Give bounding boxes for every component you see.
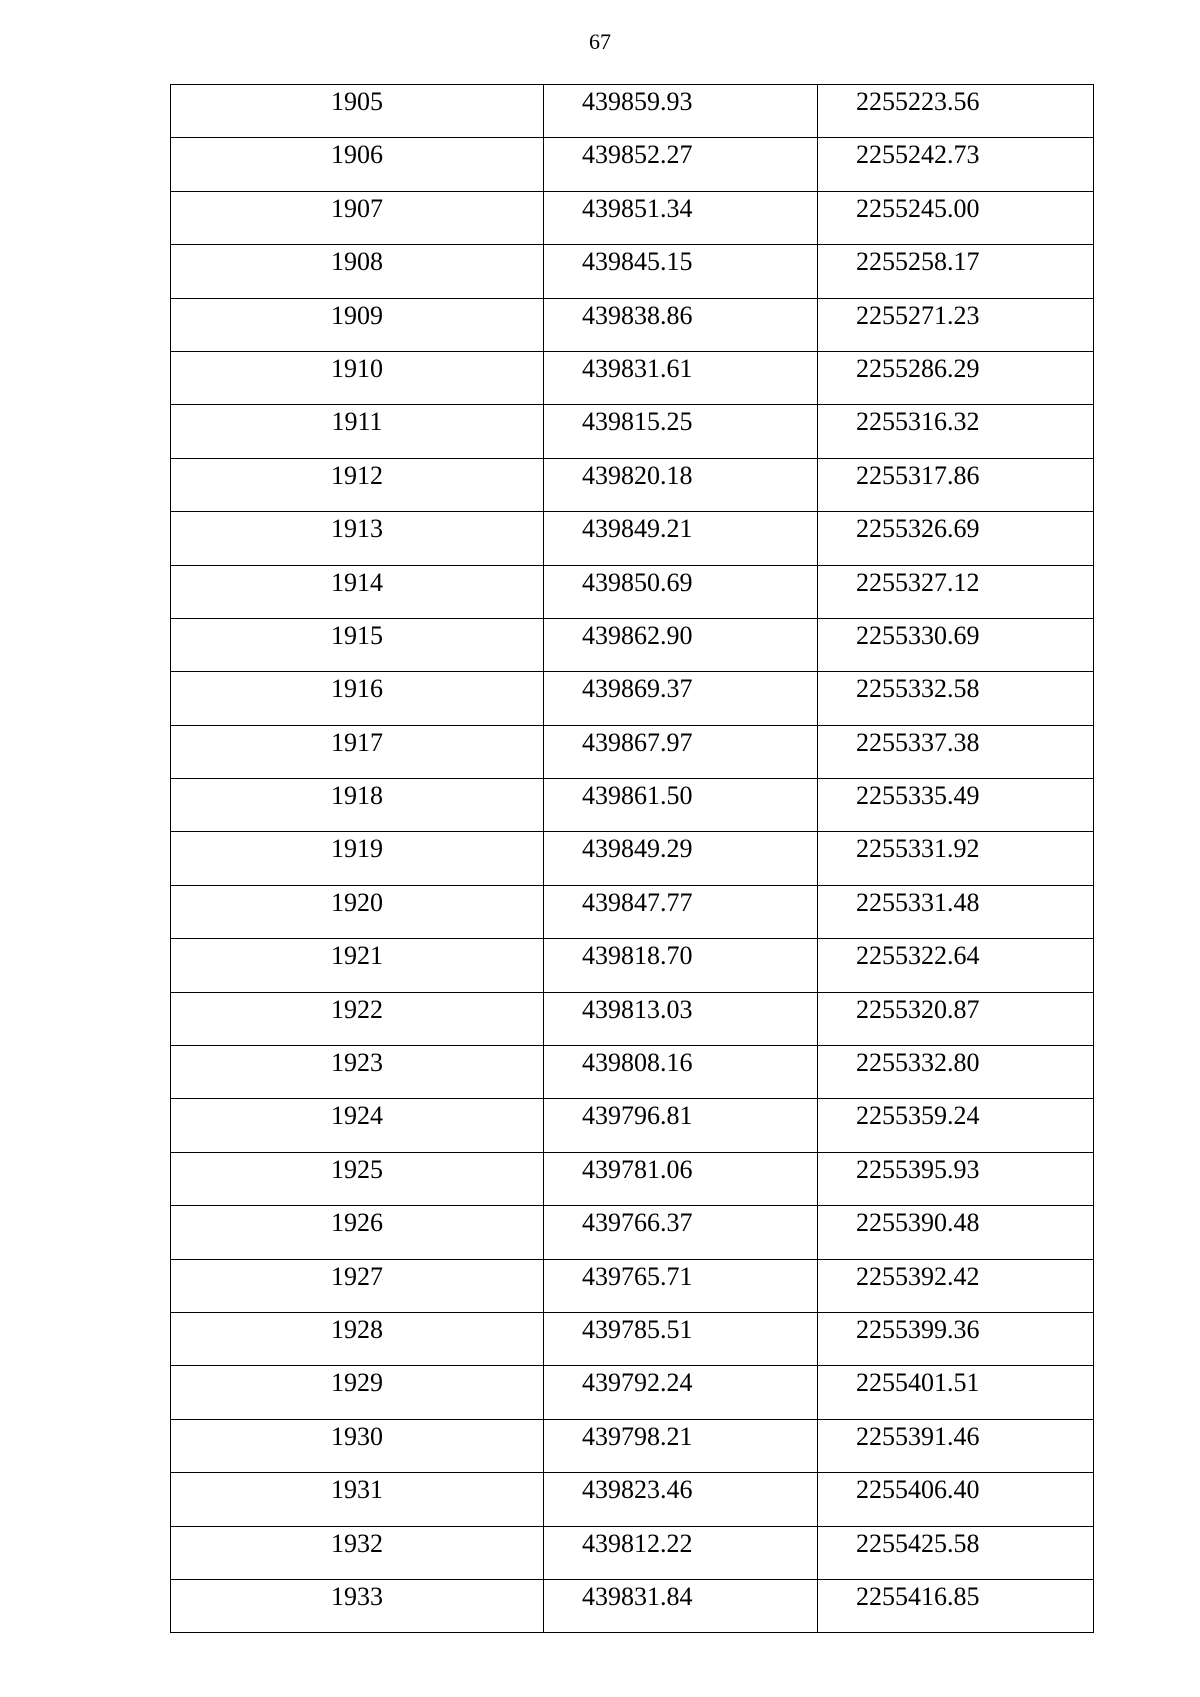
x-coordinate-cell bbox=[544, 1473, 818, 1526]
x-coordinate-cell bbox=[544, 191, 818, 244]
cell-value: 2255258.17 bbox=[856, 247, 980, 277]
cell-value: 1910 bbox=[331, 353, 383, 383]
cell-value: 439849.21 bbox=[582, 514, 693, 544]
y-coordinate-cell bbox=[818, 191, 1094, 244]
y-coordinate-cell bbox=[818, 245, 1094, 298]
cell-value: 1931 bbox=[331, 1475, 383, 1505]
point-number-cell bbox=[171, 725, 544, 778]
cell-value: 2255242.73 bbox=[856, 140, 980, 170]
point-number-cell bbox=[171, 1206, 544, 1259]
x-coordinate-cell bbox=[544, 885, 818, 938]
y-coordinate-cell bbox=[818, 1419, 1094, 1472]
y-coordinate-cell bbox=[818, 832, 1094, 885]
x-coordinate-cell bbox=[544, 618, 818, 671]
cell-value: 439847.77 bbox=[582, 887, 693, 917]
x-coordinate-cell bbox=[544, 832, 818, 885]
cell-value: 2255331.48 bbox=[856, 887, 980, 917]
table-row bbox=[171, 245, 1094, 298]
table-row bbox=[171, 1473, 1094, 1526]
table-row bbox=[171, 1046, 1094, 1099]
cell-value: 439867.97 bbox=[582, 727, 693, 757]
cell-value: 1918 bbox=[331, 781, 383, 811]
table-row bbox=[171, 405, 1094, 458]
cell-value: 2255425.58 bbox=[856, 1528, 980, 1558]
table-row bbox=[171, 191, 1094, 244]
x-coordinate-cell bbox=[544, 1046, 818, 1099]
x-coordinate-cell bbox=[544, 298, 818, 351]
table-row bbox=[171, 1099, 1094, 1152]
y-coordinate-cell bbox=[818, 1259, 1094, 1312]
table-row bbox=[171, 351, 1094, 404]
point-number-cell bbox=[171, 191, 544, 244]
y-coordinate-cell bbox=[818, 85, 1094, 138]
cell-value: 2255332.80 bbox=[856, 1048, 980, 1078]
cell-value: 2255359.24 bbox=[856, 1101, 980, 1131]
point-number-cell bbox=[171, 1312, 544, 1365]
cell-value: 439820.18 bbox=[582, 460, 693, 490]
cell-value: 2255326.69 bbox=[856, 514, 980, 544]
table-row bbox=[171, 618, 1094, 671]
point-number-cell bbox=[171, 405, 544, 458]
table-row bbox=[171, 1526, 1094, 1579]
table-row bbox=[171, 1579, 1094, 1632]
point-number-cell bbox=[171, 298, 544, 351]
cell-value: 439815.25 bbox=[582, 407, 693, 437]
x-coordinate-cell bbox=[544, 1312, 818, 1365]
cell-value: 1917 bbox=[331, 727, 383, 757]
cell-value: 2255390.48 bbox=[856, 1208, 980, 1238]
y-coordinate-cell bbox=[818, 1473, 1094, 1526]
cell-value: 1907 bbox=[331, 193, 383, 223]
cell-value: 1929 bbox=[331, 1368, 383, 1398]
y-coordinate-cell bbox=[818, 1152, 1094, 1205]
point-number-cell bbox=[171, 351, 544, 404]
coordinates-table-body bbox=[171, 85, 1094, 1633]
cell-value: 1921 bbox=[331, 941, 383, 971]
y-coordinate-cell bbox=[818, 1206, 1094, 1259]
cell-value: 1906 bbox=[331, 140, 383, 170]
cell-value: 439859.93 bbox=[582, 87, 693, 116]
cell-value: 439765.71 bbox=[582, 1261, 693, 1291]
table-row bbox=[171, 85, 1094, 138]
y-coordinate-cell bbox=[818, 405, 1094, 458]
x-coordinate-cell bbox=[544, 779, 818, 832]
point-number-cell bbox=[171, 1526, 544, 1579]
cell-value: 2255286.29 bbox=[856, 353, 980, 383]
point-number-cell bbox=[171, 1473, 544, 1526]
cell-value: 1922 bbox=[331, 994, 383, 1024]
x-coordinate-cell bbox=[544, 245, 818, 298]
cell-value: 2255245.00 bbox=[856, 193, 980, 223]
table-row bbox=[171, 725, 1094, 778]
table-row bbox=[171, 512, 1094, 565]
y-coordinate-cell bbox=[818, 458, 1094, 511]
x-coordinate-cell bbox=[544, 458, 818, 511]
cell-value: 2255317.86 bbox=[856, 460, 980, 490]
cell-value: 2255401.51 bbox=[856, 1368, 980, 1398]
table-row bbox=[171, 298, 1094, 351]
cell-value: 439852.27 bbox=[582, 140, 693, 170]
cell-value: 439785.51 bbox=[582, 1314, 693, 1344]
cell-value: 2255320.87 bbox=[856, 994, 980, 1024]
x-coordinate-cell bbox=[544, 1152, 818, 1205]
cell-value: 439792.24 bbox=[582, 1368, 693, 1398]
table-row bbox=[171, 458, 1094, 511]
cell-value: 1923 bbox=[331, 1048, 383, 1078]
cell-value: 1913 bbox=[331, 514, 383, 544]
cell-value: 1905 bbox=[331, 87, 383, 116]
cell-value: 2255406.40 bbox=[856, 1475, 980, 1505]
y-coordinate-cell bbox=[818, 565, 1094, 618]
page-number: 67 bbox=[589, 29, 611, 54]
table-row bbox=[171, 565, 1094, 618]
y-coordinate-cell bbox=[818, 725, 1094, 778]
x-coordinate-cell bbox=[544, 1419, 818, 1472]
coordinates-table bbox=[170, 84, 1094, 1633]
table-row bbox=[171, 1366, 1094, 1419]
x-coordinate-cell bbox=[544, 1579, 818, 1632]
point-number-cell bbox=[171, 1259, 544, 1312]
point-number-cell bbox=[171, 138, 544, 191]
point-number-cell bbox=[171, 992, 544, 1045]
cell-value: 2255331.92 bbox=[856, 834, 980, 864]
y-coordinate-cell bbox=[818, 1526, 1094, 1579]
y-coordinate-cell bbox=[818, 1366, 1094, 1419]
x-coordinate-cell bbox=[544, 565, 818, 618]
point-number-cell bbox=[171, 618, 544, 671]
y-coordinate-cell bbox=[818, 779, 1094, 832]
y-coordinate-cell bbox=[818, 992, 1094, 1045]
cell-value: 1926 bbox=[331, 1208, 383, 1238]
cell-value: 439823.46 bbox=[582, 1475, 693, 1505]
cell-value: 439869.37 bbox=[582, 674, 693, 704]
cell-value: 2255392.42 bbox=[856, 1261, 980, 1291]
y-coordinate-cell bbox=[818, 1046, 1094, 1099]
cell-value: 1915 bbox=[331, 620, 383, 650]
cell-value: 1927 bbox=[331, 1261, 383, 1291]
y-coordinate-cell bbox=[818, 672, 1094, 725]
x-coordinate-cell bbox=[544, 1099, 818, 1152]
cell-value: 439849.29 bbox=[582, 834, 693, 864]
cell-value: 1914 bbox=[331, 567, 383, 597]
cell-value: 2255395.93 bbox=[856, 1154, 980, 1184]
cell-value: 1909 bbox=[331, 300, 383, 330]
cell-value: 2255335.49 bbox=[856, 781, 980, 811]
cell-value: 2255316.32 bbox=[856, 407, 980, 437]
cell-value: 1919 bbox=[331, 834, 383, 864]
cell-value: 1925 bbox=[331, 1154, 383, 1184]
cell-value: 1932 bbox=[331, 1528, 383, 1558]
cell-value: 439845.15 bbox=[582, 247, 693, 277]
point-number-cell bbox=[171, 565, 544, 618]
table-row bbox=[171, 1259, 1094, 1312]
cell-value: 1933 bbox=[331, 1581, 383, 1611]
y-coordinate-cell bbox=[818, 1099, 1094, 1152]
x-coordinate-cell bbox=[544, 138, 818, 191]
y-coordinate-cell bbox=[818, 138, 1094, 191]
table-row bbox=[171, 1152, 1094, 1205]
cell-value: 439851.34 bbox=[582, 193, 693, 223]
table-row bbox=[171, 672, 1094, 725]
cell-value: 439861.50 bbox=[582, 781, 693, 811]
cell-value: 2255399.36 bbox=[856, 1314, 980, 1344]
cell-value: 1930 bbox=[331, 1421, 383, 1451]
cell-value: 439818.70 bbox=[582, 941, 693, 971]
table-row bbox=[171, 885, 1094, 938]
point-number-cell bbox=[171, 85, 544, 138]
cell-value: 1912 bbox=[331, 460, 383, 490]
x-coordinate-cell bbox=[544, 939, 818, 992]
cell-value: 1911 bbox=[331, 407, 383, 437]
x-coordinate-cell bbox=[544, 405, 818, 458]
cell-value: 439798.21 bbox=[582, 1421, 693, 1451]
y-coordinate-cell bbox=[818, 939, 1094, 992]
cell-value: 2255223.56 bbox=[856, 87, 980, 116]
x-coordinate-cell bbox=[544, 1206, 818, 1259]
point-number-cell bbox=[171, 1152, 544, 1205]
point-number-cell bbox=[171, 1419, 544, 1472]
point-number-cell bbox=[171, 832, 544, 885]
cell-value: 2255322.64 bbox=[856, 941, 980, 971]
point-number-cell bbox=[171, 1579, 544, 1632]
cell-value: 1916 bbox=[331, 674, 383, 704]
x-coordinate-cell bbox=[544, 992, 818, 1045]
cell-value: 1908 bbox=[331, 247, 383, 277]
cell-value: 439831.61 bbox=[582, 353, 693, 383]
cell-value: 439831.84 bbox=[582, 1581, 693, 1611]
y-coordinate-cell bbox=[818, 351, 1094, 404]
cell-value: 2255330.69 bbox=[856, 620, 980, 650]
x-coordinate-cell bbox=[544, 1366, 818, 1419]
cell-value: 2255337.38 bbox=[856, 727, 980, 757]
cell-value: 2255271.23 bbox=[856, 300, 980, 330]
y-coordinate-cell bbox=[818, 1312, 1094, 1365]
cell-value: 439813.03 bbox=[582, 994, 693, 1024]
cell-value: 439766.37 bbox=[582, 1208, 693, 1238]
cell-value: 439808.16 bbox=[582, 1048, 693, 1078]
cell-value: 439850.69 bbox=[582, 567, 693, 597]
table-row bbox=[171, 1206, 1094, 1259]
point-number-cell bbox=[171, 1366, 544, 1419]
point-number-cell bbox=[171, 512, 544, 565]
y-coordinate-cell bbox=[818, 512, 1094, 565]
point-number-cell bbox=[171, 458, 544, 511]
table-row bbox=[171, 1312, 1094, 1365]
cell-value: 439838.86 bbox=[582, 300, 693, 330]
point-number-cell bbox=[171, 885, 544, 938]
cell-value: 2255416.85 bbox=[856, 1581, 980, 1611]
x-coordinate-cell bbox=[544, 512, 818, 565]
cell-value: 439781.06 bbox=[582, 1154, 693, 1184]
x-coordinate-cell bbox=[544, 1259, 818, 1312]
y-coordinate-cell bbox=[818, 298, 1094, 351]
x-coordinate-cell bbox=[544, 351, 818, 404]
point-number-cell bbox=[171, 672, 544, 725]
table-row bbox=[171, 992, 1094, 1045]
cell-value: 2255332.58 bbox=[856, 674, 980, 704]
x-coordinate-cell bbox=[544, 1526, 818, 1579]
cell-value: 1924 bbox=[331, 1101, 383, 1131]
cell-value: 439796.81 bbox=[582, 1101, 693, 1131]
table-row bbox=[171, 832, 1094, 885]
point-number-cell bbox=[171, 1046, 544, 1099]
point-number-cell bbox=[171, 779, 544, 832]
point-number-cell bbox=[171, 939, 544, 992]
x-coordinate-cell bbox=[544, 725, 818, 778]
cell-value: 439812.22 bbox=[582, 1528, 693, 1558]
cell-value: 2255327.12 bbox=[856, 567, 980, 597]
point-number-cell bbox=[171, 245, 544, 298]
cell-value: 1928 bbox=[331, 1314, 383, 1344]
cell-value: 1920 bbox=[331, 887, 383, 917]
y-coordinate-cell bbox=[818, 1579, 1094, 1632]
y-coordinate-cell bbox=[818, 885, 1094, 938]
table-row bbox=[171, 1419, 1094, 1472]
table-row bbox=[171, 138, 1094, 191]
cell-value: 2255391.46 bbox=[856, 1421, 980, 1451]
cell-value: 439862.90 bbox=[582, 620, 693, 650]
point-number-cell bbox=[171, 1099, 544, 1152]
x-coordinate-cell bbox=[544, 85, 818, 138]
table-row bbox=[171, 939, 1094, 992]
x-coordinate-cell bbox=[544, 672, 818, 725]
y-coordinate-cell bbox=[818, 618, 1094, 671]
table-row bbox=[171, 779, 1094, 832]
